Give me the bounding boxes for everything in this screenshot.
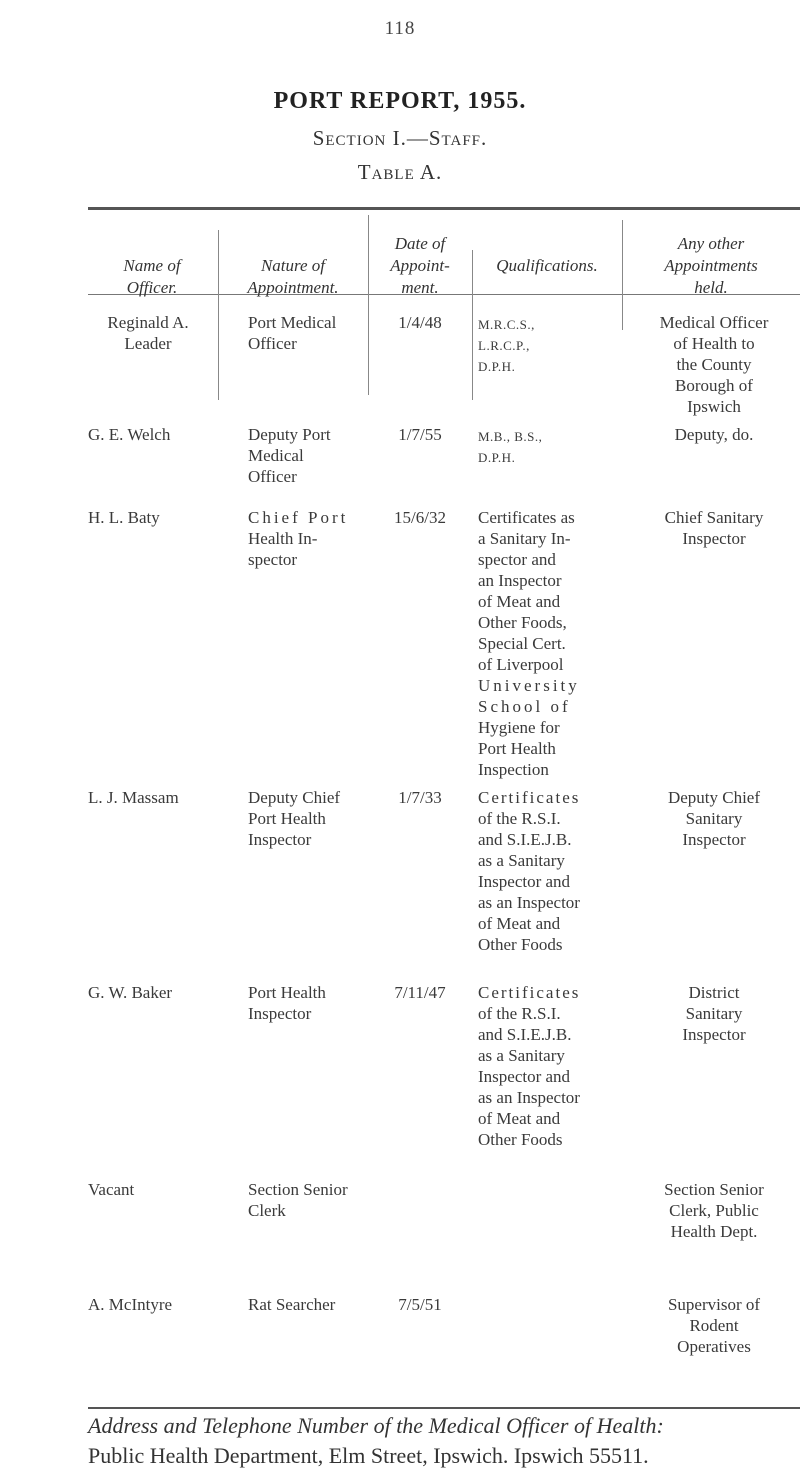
column-header-nature: Nature of Appointment. [247,256,339,297]
qualifications: Certificates as a Sanitary In- spector and an Inspector of Meat and Other Foods, Special Cert. of Liverpool University School of Hygiene for Port Health Inspection [478,508,580,779]
other-appointments: District Sanitary Inspector [682,983,746,1044]
other-appointments: Supervisor of Rodent Operatives [667,1295,761,1356]
appointment-date: 7/5/51 [398,1295,442,1314]
column-header-name: Name of Officer. [123,256,181,297]
appointment-nature: Deputy Port Medical Officer [248,425,331,486]
officer-name: A. McIntyre [88,1295,173,1314]
appointment-date: 1/7/33 [398,788,442,807]
appointment-nature: Chief Port Health In- spector [248,508,349,569]
qualifications: Certificates of the R.S.I. and S.I.E.J.B. as a Sanitary Inspector and as an Inspector of Meat and Other Foods [478,788,581,954]
qualifications: M.B., B.S., D.P.H. [478,429,543,465]
officer-name: H. L. Baty [88,508,160,527]
appointment-date: 15/6/32 [394,508,446,527]
appointment-nature: Port Medical Officer [248,313,337,353]
column-divider [218,230,219,400]
footer-address: Public Health Department, Elm Street, Ipswich. Ipswich 55511. [88,1443,649,1468]
table-top-rule [88,207,800,210]
appointment-nature: Deputy Chief Port Health Inspector [248,788,341,849]
other-appointments: Deputy Chief Sanitary Inspector [667,788,761,849]
officer-name: Vacant [88,1180,135,1199]
appointment-date: 1/4/48 [398,313,442,332]
column-header-qualifications: Qualifications. [496,256,598,275]
appointment-nature: Rat Searcher [248,1295,336,1314]
column-header-other: Any other Appointments held. [664,234,758,297]
other-appointments: Deputy, do. [674,425,754,444]
other-appointments: Medical Officer of Health to the County Borough of Ipswich [659,313,769,416]
officer-name: G. W. Baker [88,983,173,1002]
appointment-date: 7/11/47 [394,983,446,1002]
report-title: PORT REPORT, 1955. [273,88,527,114]
table-title: Table A. [357,160,443,184]
officer-name: G. E. Welch [88,425,171,444]
other-appointments: Section Senior Clerk, Public Health Dept. [664,1180,764,1241]
column-divider [622,220,623,330]
column-divider [368,215,369,395]
page-number: 118 [384,18,416,39]
appointment-nature: Port Health Inspector [248,983,326,1023]
qualifications: M.R.C.S., L.R.C.P., D.P.H. [478,317,535,374]
appointment-nature: Section Senior Clerk [248,1180,348,1220]
other-appointments: Chief Sanitary Inspector [664,508,764,548]
appointment-date: 1/7/55 [398,425,442,444]
table-bottom-rule [88,1407,800,1409]
column-header-date: Date of Appoint- ment. [390,234,450,297]
column-divider [472,250,473,400]
section-title: Section I.—Staff. [312,126,488,150]
footer-label: Address and Telephone Number of the Medical Officer of Health: [88,1413,664,1438]
qualifications: Certificates of the R.S.I. and S.I.E.J.B. as a Sanitary Inspector and as an Inspector of Meat and Other Foods [478,983,581,1149]
officer-name: Reginald A. Leader [107,313,189,353]
officer-name: L. J. Massam [88,788,179,807]
